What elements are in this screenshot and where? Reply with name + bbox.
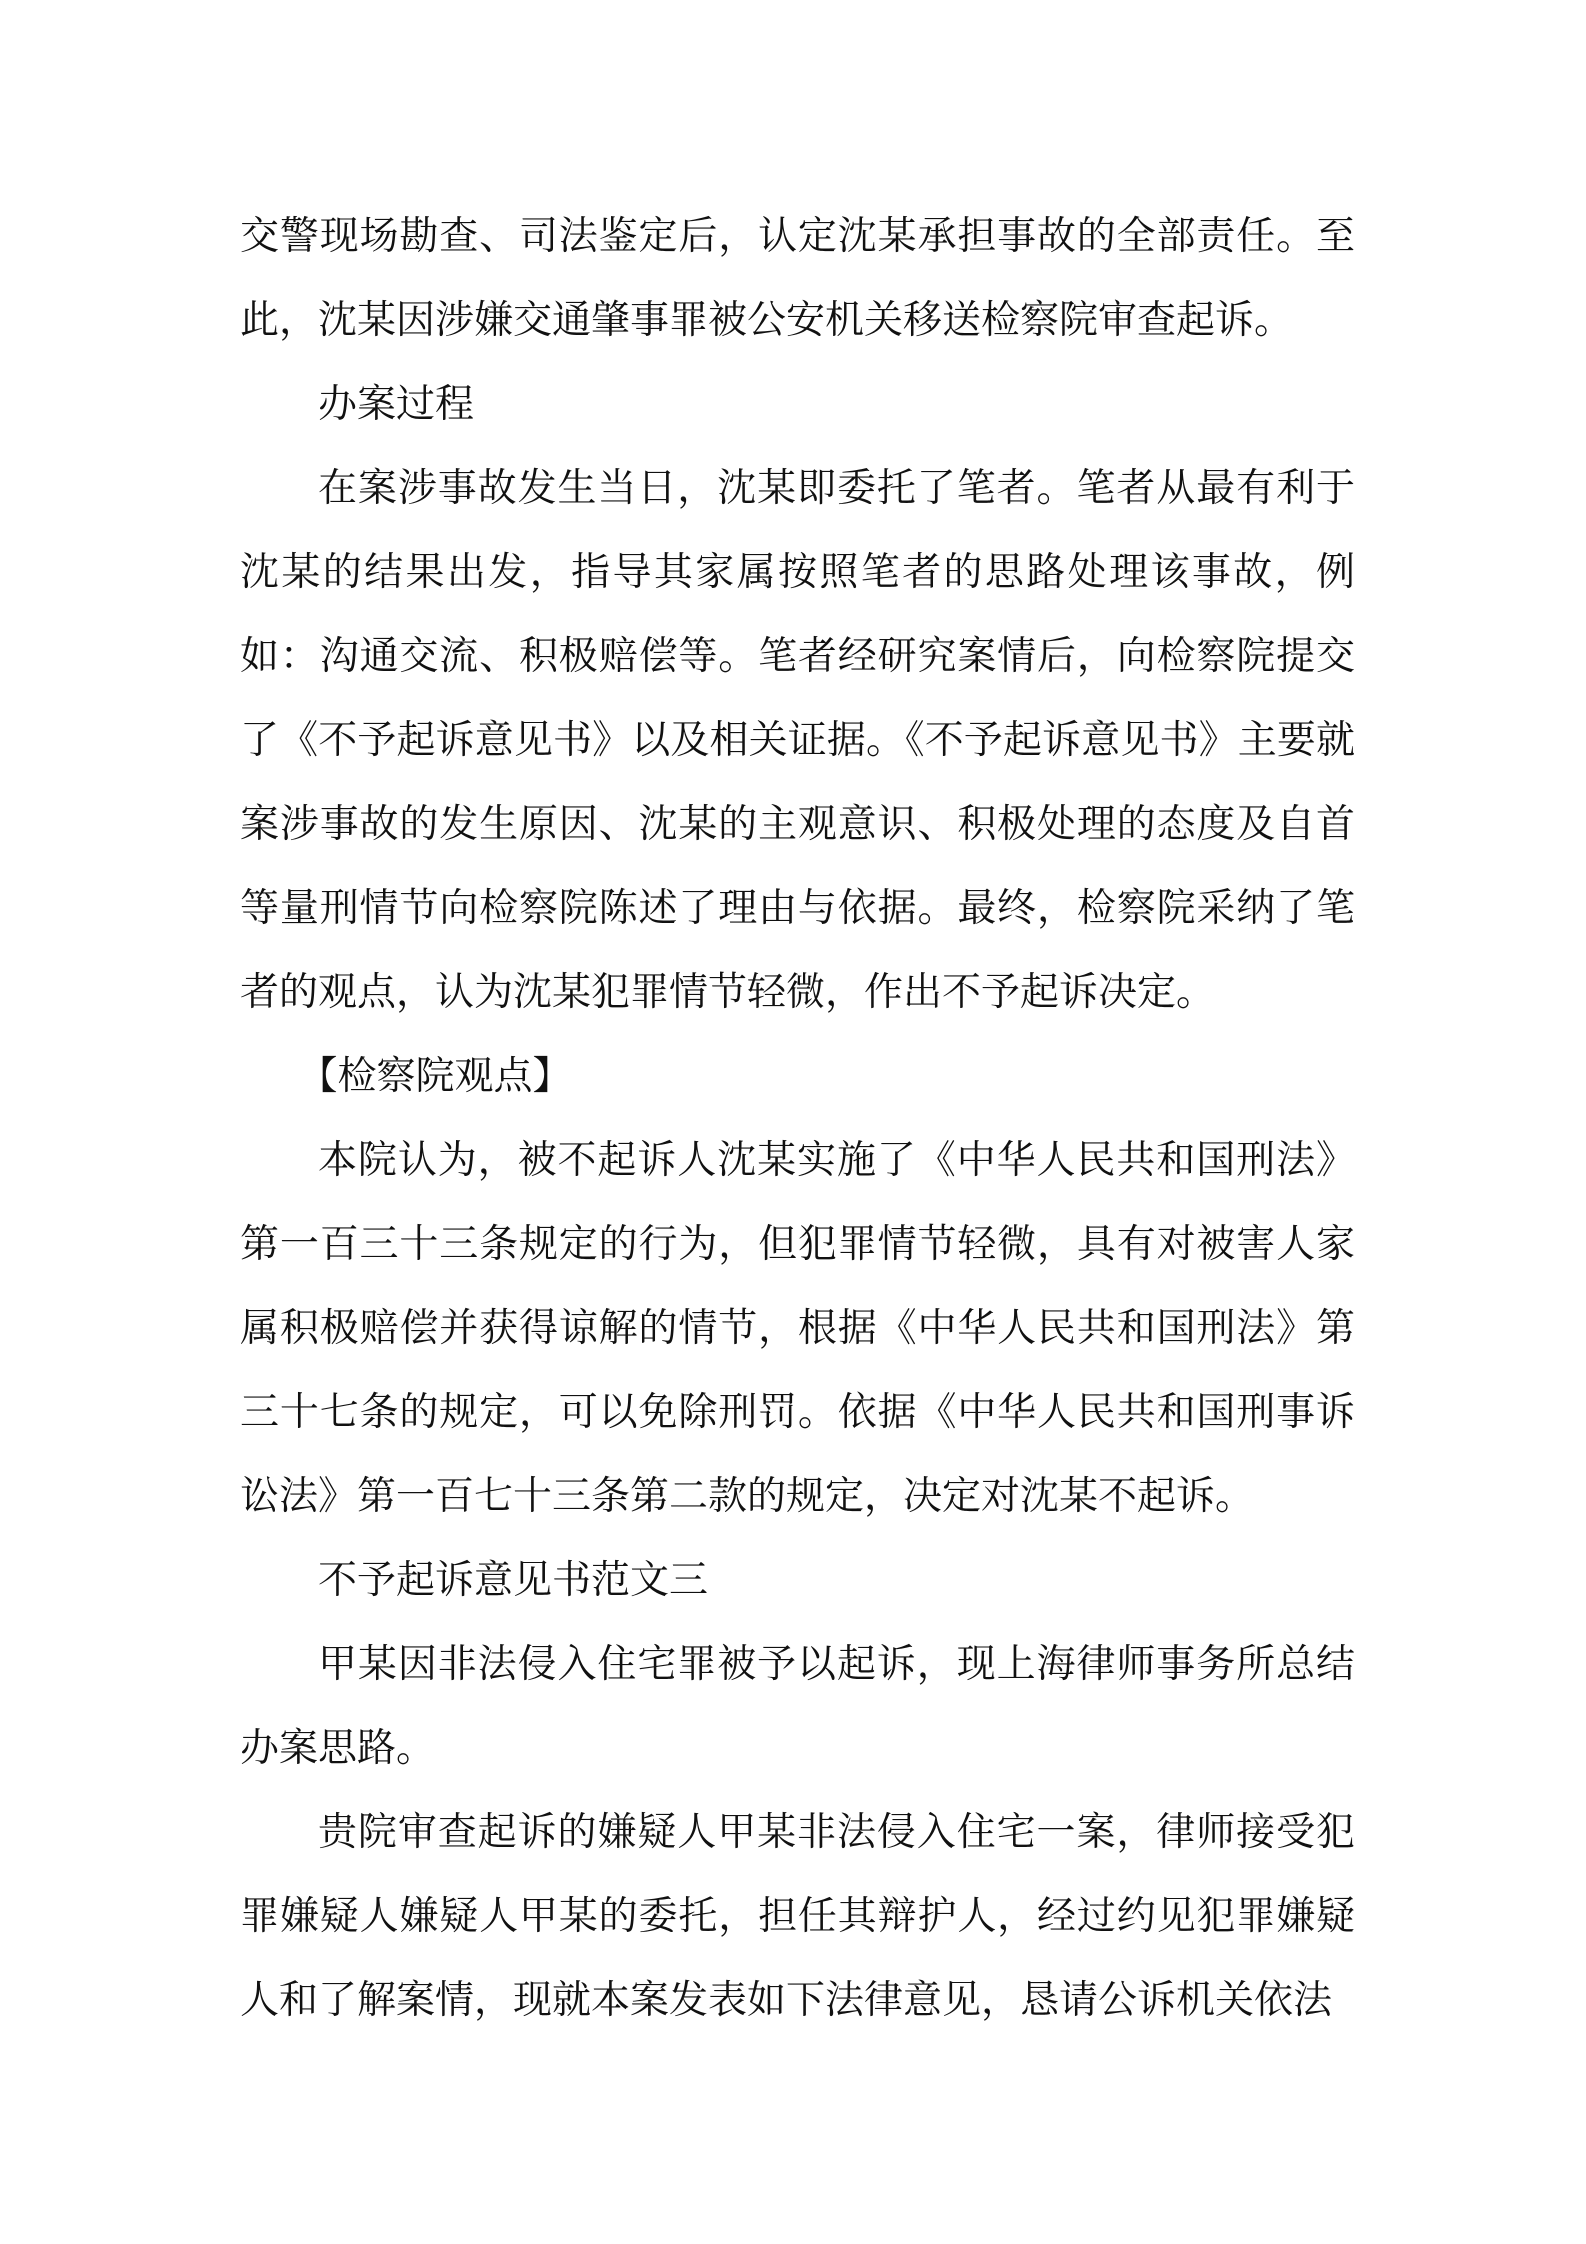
section-heading-procuratorate-view: 【检察院观点】 (298, 1054, 572, 1099)
section-heading-sample-three: 不予起诉意见书范文三 (318, 1558, 709, 1603)
document-body (240, 195, 1355, 2043)
paragraph-continued: 交警现场勘查、司法鉴定后，认定沈某承担事故的全部责任。至此，沈某因涉嫌交通肇事罪被公安机关移送检察院审查起诉。 (240, 214, 1355, 343)
paragraph-sample-three-body: 贵院审查起诉的嫌疑人甲某非法侵入住宅一案，律师接受犯罪嫌疑人嫌疑人甲某的委托，担任其辩护人，经过约见犯罪嫌疑人和了解案情，现就本案发表如下法律意见，恳请公诉机关依法 (240, 1810, 1355, 2023)
paragraph-procuratorate-view: 本院认为，被不起诉人沈某实施了《中华人民共和国刑法》第一百三十三条规定的行为，但犯罪情节轻微，具有对被害人家属积极赔偿并获得谅解的情节，根据《中华人民共和国刑法》第三十七条的规定，可以免除刑罚。依据《中华人民共和国刑事诉讼法》第一百七十三条第二款的规定，决定对沈某不起诉。 (240, 1138, 1355, 1519)
section-heading-case-process: 办案过程 (318, 382, 475, 427)
paragraph-case-process: 在案涉事故发生当日，沈某即委托了笔者。笔者从最有利于沈某的结果出发，指导其家属按照笔者的思路处理该事故，例如：沟通交流、积极赔偿等。笔者经研究案情后，向检察院提交了《不予起诉意见书》以及相关证据。《不予起诉意见书》主要就案涉事故的发生原因、沈某的主观意识、积极处理的态度及自首等量刑情节向检察院陈述了理由与依据。最终，检察院采纳了笔者的观点，认为沈某犯罪情节轻微，作出不予起诉决定。 (240, 466, 1355, 1015)
paragraph-sample-three-intro: 甲某因非法侵入住宅罪被予以起诉，现上海律师事务所总结办案思路。 (240, 1642, 1355, 1771)
